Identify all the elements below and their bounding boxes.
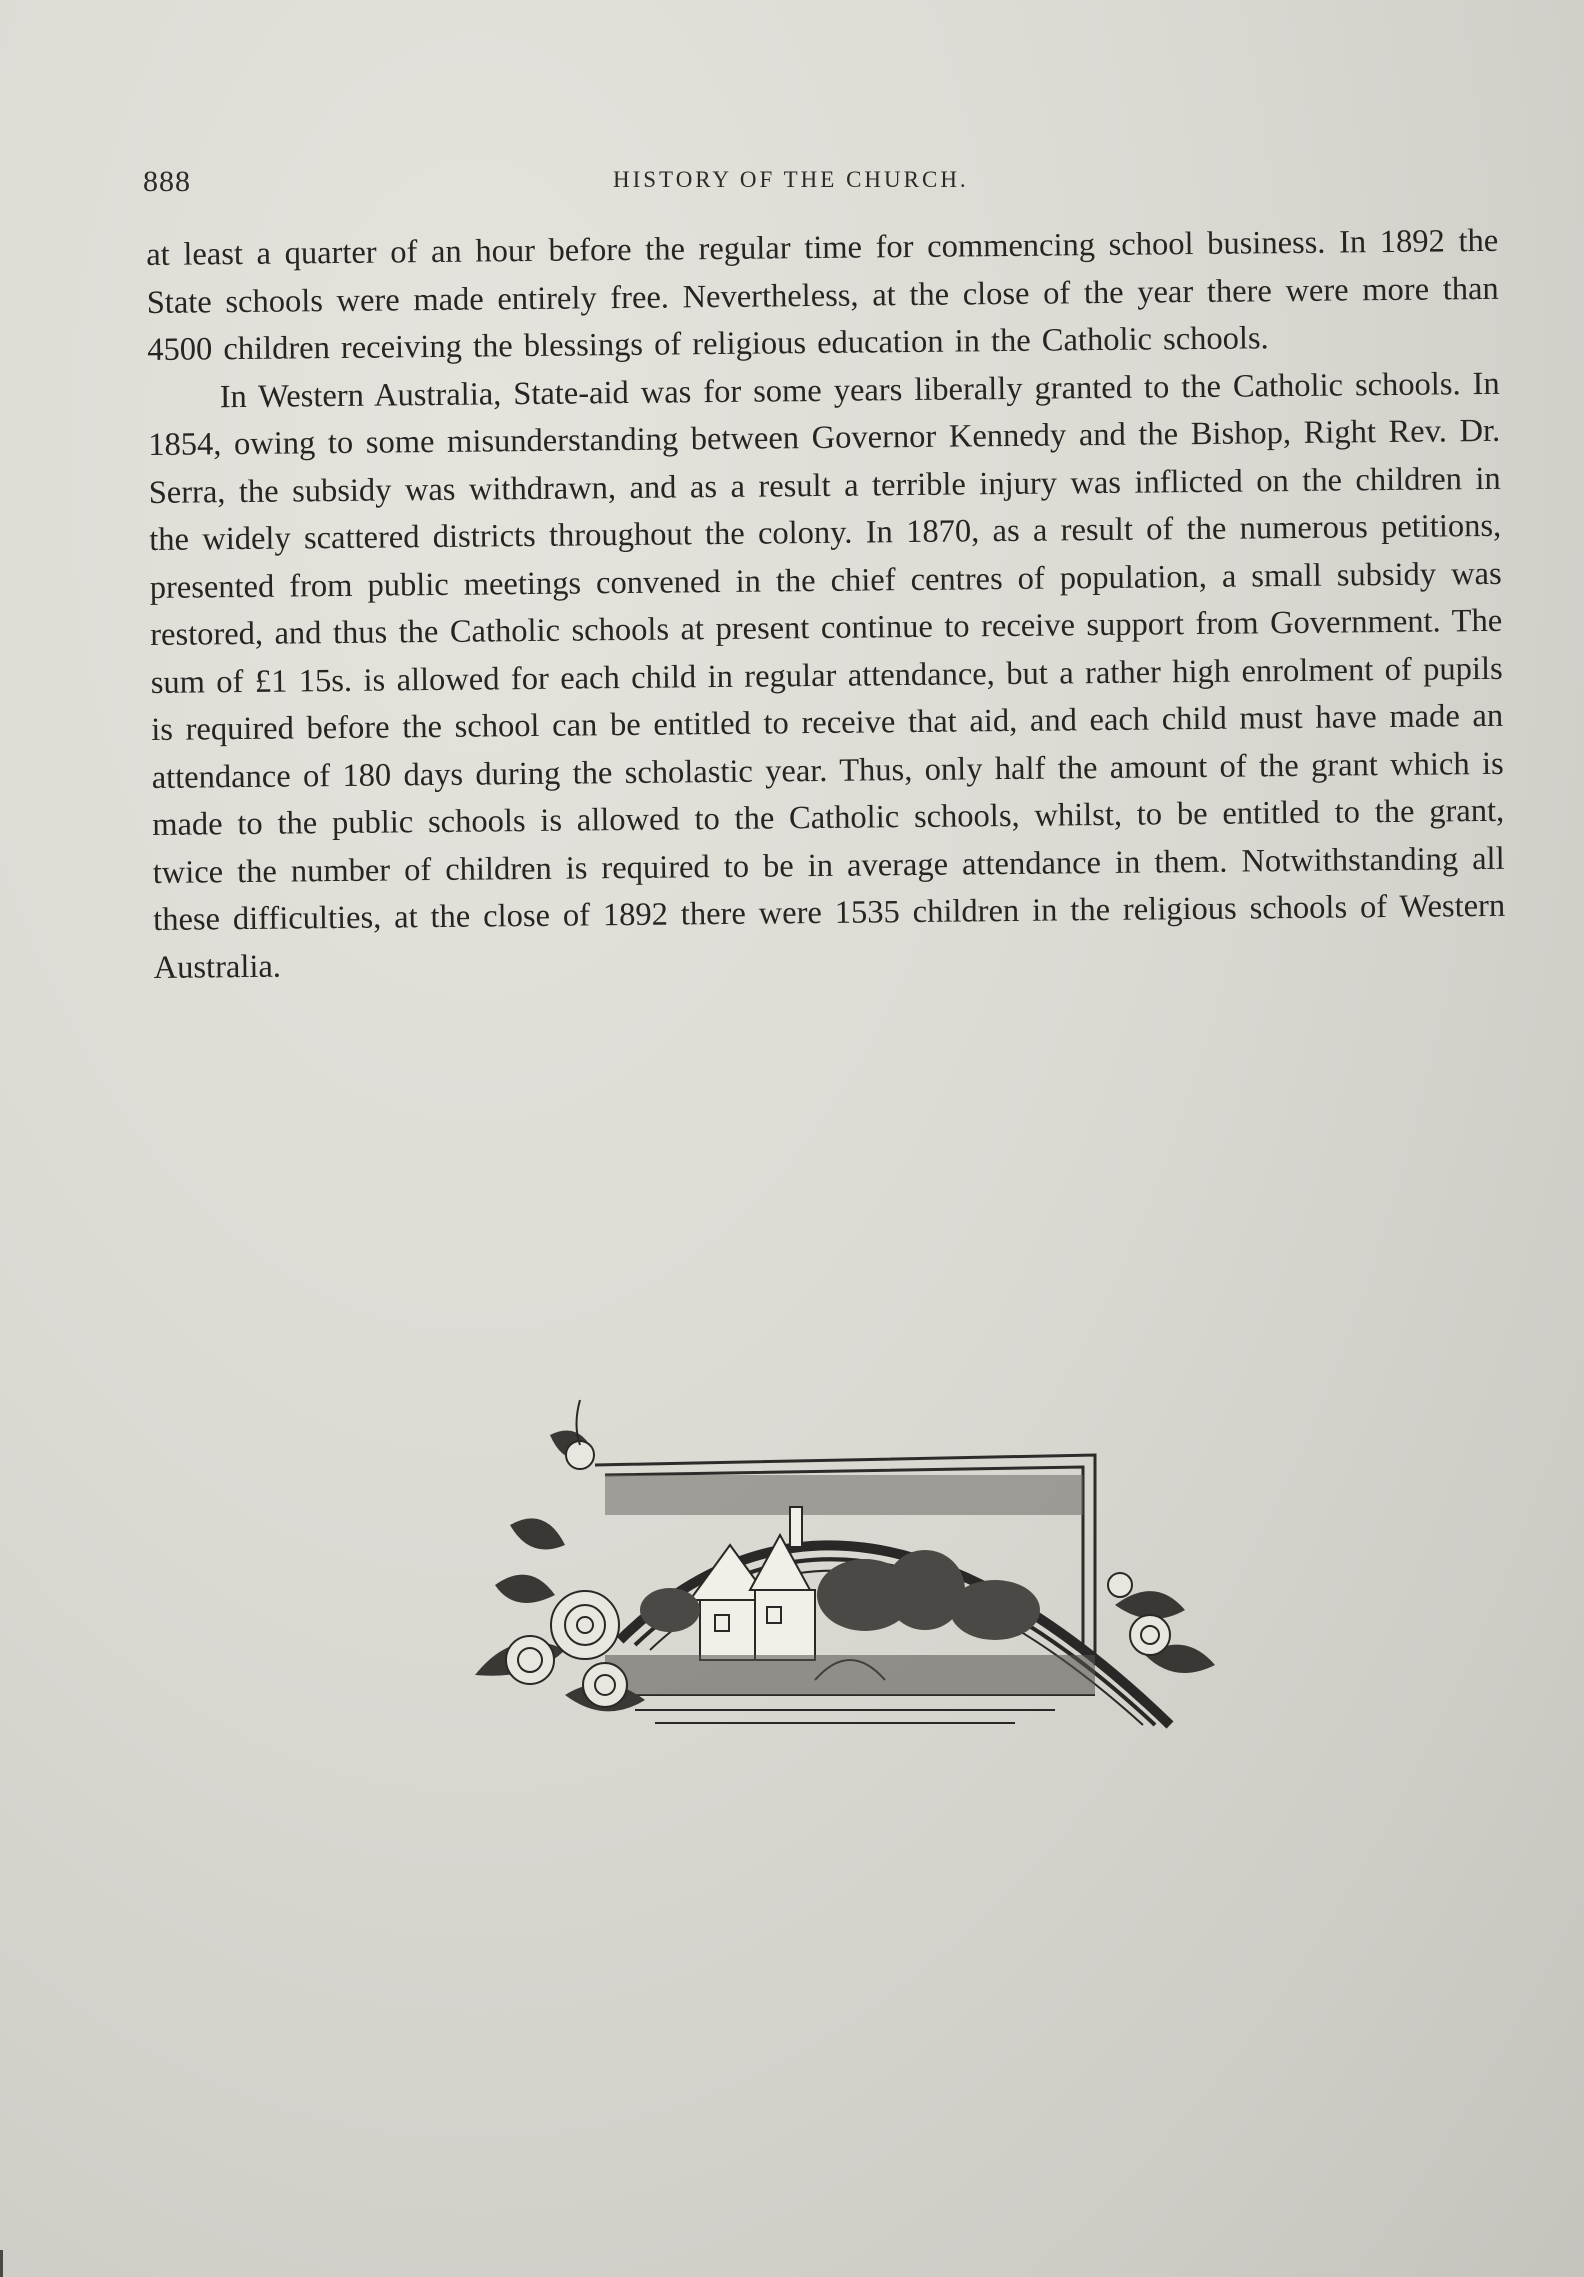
tailpiece-ornament-icon bbox=[455, 1395, 1215, 1745]
paragraph-western-australia: In Western Australia, State-aid was for some years liberally granted to the Catholic schools. In 1854, owing to some misunderstanding between Governor Kennedy and the Bishop, Right Rev. Dr. Serra, the subsidy was withdrawn, and as a result a terrible injury was inflicted on the children in the widely scattered districts throughout the colony. In 1870, as a result of the numerous petitions, presented from public meetings convened in the chief centres of population, a small subsidy was restored, and thus the Catholic schools at present continue to receive support from Government. The sum of £1 15s. is allowed for each child in regular attendance, but a rather high enrolment of pupils is required before the school can be entitled to receive that aid, and each child must have made an attendance of 180 days during the scholastic year. Thus, only half the amount of the grant which is made to the public schools is allowed to the Catholic schools, whilst, to be entitled to the grant, twice the number of children is required to be in average attendance in them. Notwithstanding all these difficulties, at the close of 1892 there were 1535 children in the religious schools of Western Australia. bbox=[148, 365, 1506, 986]
running-head bbox=[143, 165, 1493, 205]
page-edge-mark bbox=[0, 2250, 3, 2277]
running-title: HISTORY OF THE CHURCH. bbox=[613, 167, 969, 192]
paragraph-continued: at least a quarter of an hour before the regular time for commencing school business. In 1892 the State schools were made entirely free. Nevertheless, at the close of the year there were more than 4500 children receiving the blessings of religious education in the Catholic schools. bbox=[146, 222, 1499, 368]
body-text bbox=[146, 218, 1506, 992]
page-number: 888 bbox=[143, 165, 191, 198]
